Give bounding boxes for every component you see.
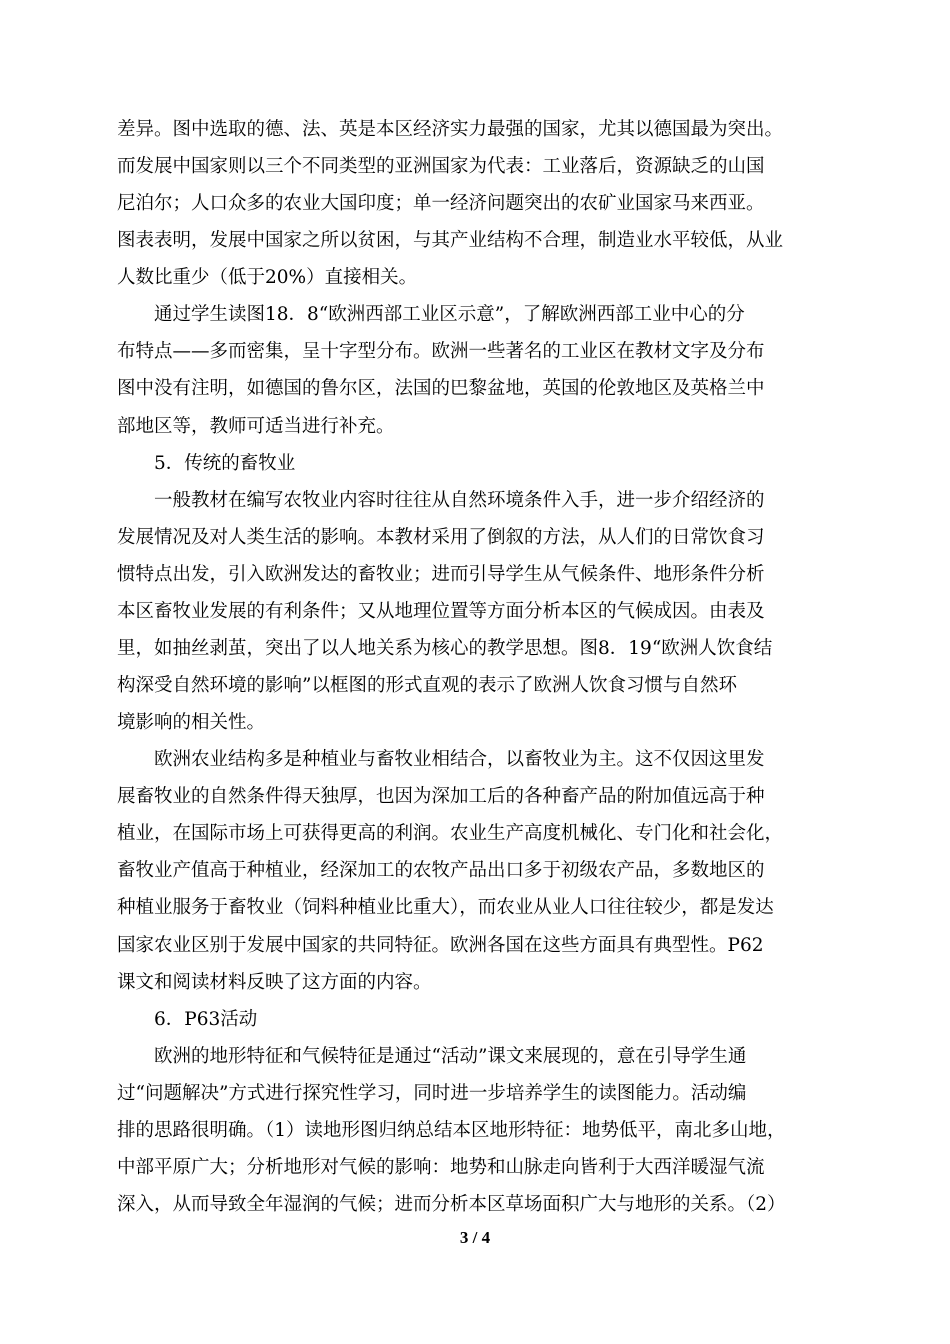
section-heading: 5．传统的畜牧业 [154,453,296,474]
text-line: 种植业服务于畜牧业（饲料种植业比重大），而农业从业人口往往较少，都是发达 [117,897,774,918]
text-line: 欧洲农业结构多是种植业与畜牧业相结合，以畜牧业为主。这不仅因这里发 [154,749,765,770]
text-line: 欧洲的地形特征和气候特征是通过“活动”课文来展现的，意在引导学生通 [154,1046,747,1067]
text-line: 部地区等，教师可适当进行补充。 [117,416,395,437]
page-number: 3 / 4 [459,1228,491,1247]
text-line: 里，如抽丝剥茧，突出了以人地关系为核心的教学思想。图8．19“欧洲人饮食结 [117,638,773,659]
text-line: 深入，从而导致全年湿润的气候；进而分析本区草场面积广大与地形的关系。（2） [117,1194,786,1215]
text-line: 排的思路很明确。（1）读地形图归纳总结本区地形特征：地势低平，南北多山地， [117,1120,786,1141]
text-line: 而发展中国家则以三个不同类型的亚洲国家为代表：工业落后，资源缺乏的山国 [117,156,765,177]
text-line: 图中没有注明，如德国的鲁尔区，法国的巴黎盆地，英国的伦敦地区及英格兰中 [117,378,765,399]
text-line: 境影响的相关性。 [117,712,266,733]
text-line: 一般教材在编写农牧业内容时往往从自然环境条件入手，进一步介绍经济的 [154,490,765,511]
text-line: 通过学生读图18．8“欧洲西部工业区示意”，了解欧洲西部工业中心的分 [154,304,745,325]
text-line: 图表表明，发展中国家之所以贫困，与其产业结构不合理，制造业水平较低，从业 [117,230,784,251]
text-line: 人数比重少（低于20%）直接相关。 [117,267,418,288]
text-line: 过“问题解决”方式进行探究性学习，同时进一步培养学生的读图能力。活动编 [117,1083,747,1104]
text-line: 发展情况及对人类生活的影响。本教材采用了倒叙的方法，从人们的日常饮食习 [117,527,765,548]
text-line: 课文和阅读材料反映了这方面的内容。 [117,972,432,993]
section-heading: 6．P63活动 [154,1009,258,1030]
text-line: 差异。图中选取的德、法、英是本区经济实力最强的国家，尤其以德国最为突出。 [117,119,784,140]
text-line: 国家农业区别于发展中国家的共同特征。欧洲各国在这些方面具有典型性。P62 [117,935,764,956]
text-line: 惯特点出发，引入欧洲发达的畜牧业；进而引导学生从气候条件、地形条件分析 [117,564,765,585]
text-line: 展畜牧业的自然条件得天独厚，也因为深加工后的各种畜产品的附加值远高于种 [117,786,765,807]
text-line: 植业，在国际市场上可获得更高的利润。农业生产高度机械化、专门化和社会化， [117,823,784,844]
text-line: 布特点——多而密集，呈十字型分布。欧洲一些著名的工业区在教材文字及分布 [117,341,765,362]
text-line: 畜牧业产值高于种植业，经深加工的农牧产品出口多于初级农产品，多数地区的 [117,860,765,881]
text-line: 尼泊尔；人口众多的农业大国印度；单一经济问题突出的农矿业国家马来西亚。 [117,193,765,214]
text-line: 构深受自然环境的影响”以框图的形式直观的表示了欧洲人饮食习惯与自然环 [117,675,737,696]
text-line: 中部平原广大；分析地形对气候的影响：地势和山脉走向皆利于大西洋暖湿气流 [117,1157,765,1178]
text-line: 本区畜牧业发展的有利条件；又从地理位置等方面分析本区的气候成因。由表及 [117,601,765,622]
